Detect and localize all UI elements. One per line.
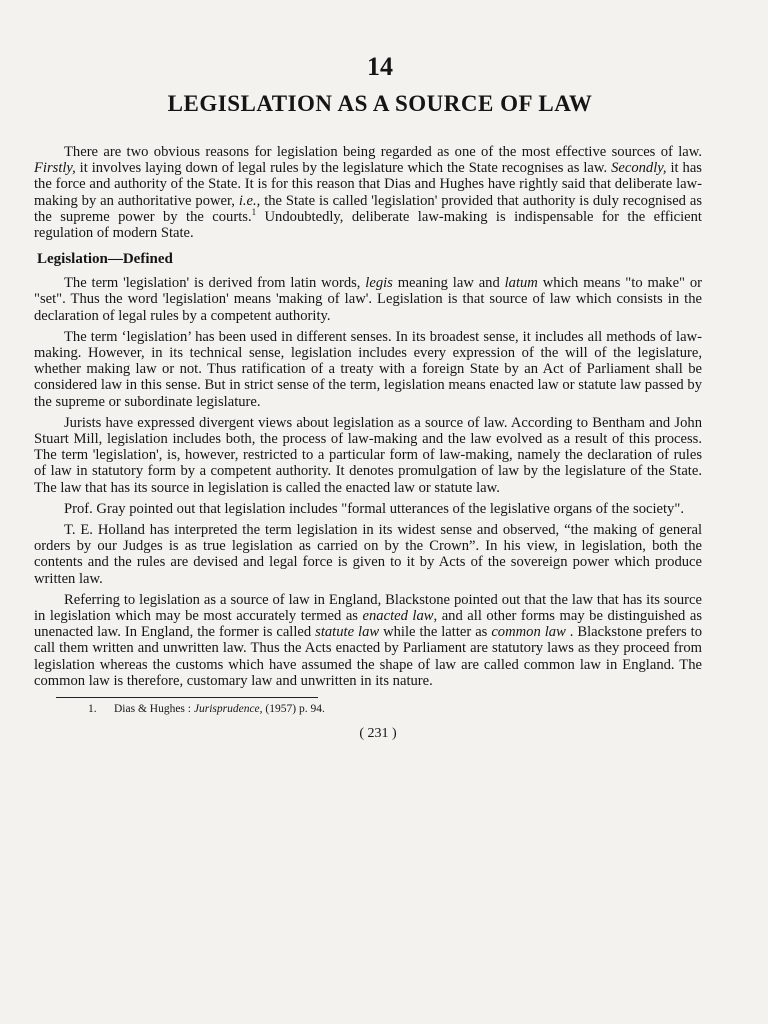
intro-text-2: it involves laying down of legal rules by the legislature which the State recognises as law. <box>75 160 612 177</box>
term-statute-law: statute law <box>315 624 380 641</box>
definition-text-2: meaning law and <box>392 275 505 292</box>
holland-paragraph: T. E. Holland has interpreted the term legislation in its widest sense and observed, “the making of general orders by our Judges is as true legislation as carried on by the Crown”. In his view, in legislation, both the contents and the rules are devised and legal force is given to it by Acts of the sovereign power which produce written law. <box>34 522 702 587</box>
footnote-work: Jurisprudence, <box>193 703 263 716</box>
term-common-law: common law <box>491 624 566 641</box>
jurists-paragraph: Jurists have expressed divergent views about legislation as a source of law. According to Bentham and John Stuart Mill, legislation includes both, the process of law-making and the law evolved as a result of this process. The term 'legislation', is, however, restricted to a particular form of law-making, namely the declaration of rules of law in statutory form by a competent authority. It denotes promulgation of law by the legislature of the State. The law that has its source in legislation is called the enacted law or statute law. <box>34 414 702 496</box>
blackstone-text-3: while the latter as <box>379 624 492 641</box>
definition-text-3: which means "to make" or "set". Thus the word 'legislation' means 'making of law'. Legislation is that source of law which consists in the declaration of legal rules by a competent authority. <box>34 275 703 324</box>
footnote-divider <box>56 697 318 698</box>
definition-paragraph <box>34 275 702 324</box>
blackstone-text-4: . Blackstone prefers to call them written and unwritten law. Thus the Acts enacted by Parliament are statutory laws as they proceed from legislation whereas the customs which have assumed the shape of law are called common law in England. The common law is therefore, customary law and unwritten in its nature. <box>34 624 703 689</box>
blackstone-text-1: Referring to legislation as a source of law in England, Blackstone pointed out that the law that has its source in legislation which may be most accurately termed as <box>34 591 702 625</box>
term-legis: legis <box>365 275 393 292</box>
chapter-title: LEGISLATION AS A SOURCE OF LAW <box>167 91 593 116</box>
page-number: ( 231 ) <box>359 726 397 742</box>
footnote-detail: (1957) p. 94. <box>262 703 325 716</box>
section-heading: Legislation—Defined <box>37 251 173 268</box>
intro-text-5: Undoubtedly, deliberate law-making is indispensable for the efficient regulation of modern State. <box>34 208 702 242</box>
footnote-number: 1. <box>88 703 97 716</box>
footnote-reference: 1 <box>251 206 257 217</box>
term-latum: latum <box>504 275 538 292</box>
footnote <box>88 702 702 716</box>
chapter-number: 14 <box>367 52 393 81</box>
footnote-authors: Dias & Hughes : <box>114 703 194 716</box>
intro-text-4: the State is called 'legislation' provided that authority is duly recognised as the supreme power by the courts. <box>34 192 702 225</box>
intro-firstly: Firstly, <box>34 160 76 177</box>
intro-secondly: Secondly, <box>611 160 667 177</box>
blackstone-text-2: , and all other forms may be distinguished as unenacted law. In England, the former is called <box>34 608 702 641</box>
intro-text-1: There are two obvious reasons for legislation being regarded as one of the most effective sources of law. <box>64 144 702 160</box>
definition-text-1: The term 'legislation' is derived from latin words, <box>64 275 366 292</box>
gray-paragraph: Prof. Gray pointed out that legislation includes "formal utterances of the legislative organs of the society". <box>64 500 684 517</box>
senses-paragraph: The term ‘legislation’ has been used in different senses. In its broadest sense, it includes all methods of law-making. However, in its technical sense, legislation includes every expression of the will of the legislature, whether making law or not. Thus ratification of a treaty with a foreign State by an Act of Parliament shall be considered law in this sense. But in strict sense of the term, legislation means enacted law or statute law passed by the supreme or subordinate legislature. <box>34 328 702 410</box>
intro-text-3: it has the force and authority of the State. It is for this reason that Dias and Hughes have rightly said that deliberate law-making by an authoritative power, <box>34 160 702 209</box>
term-enacted-law: enacted law <box>362 608 434 625</box>
intro-paragraph <box>34 144 702 241</box>
intro-ie: i.e., <box>238 192 261 209</box>
blackstone-paragraph <box>34 592 702 689</box>
